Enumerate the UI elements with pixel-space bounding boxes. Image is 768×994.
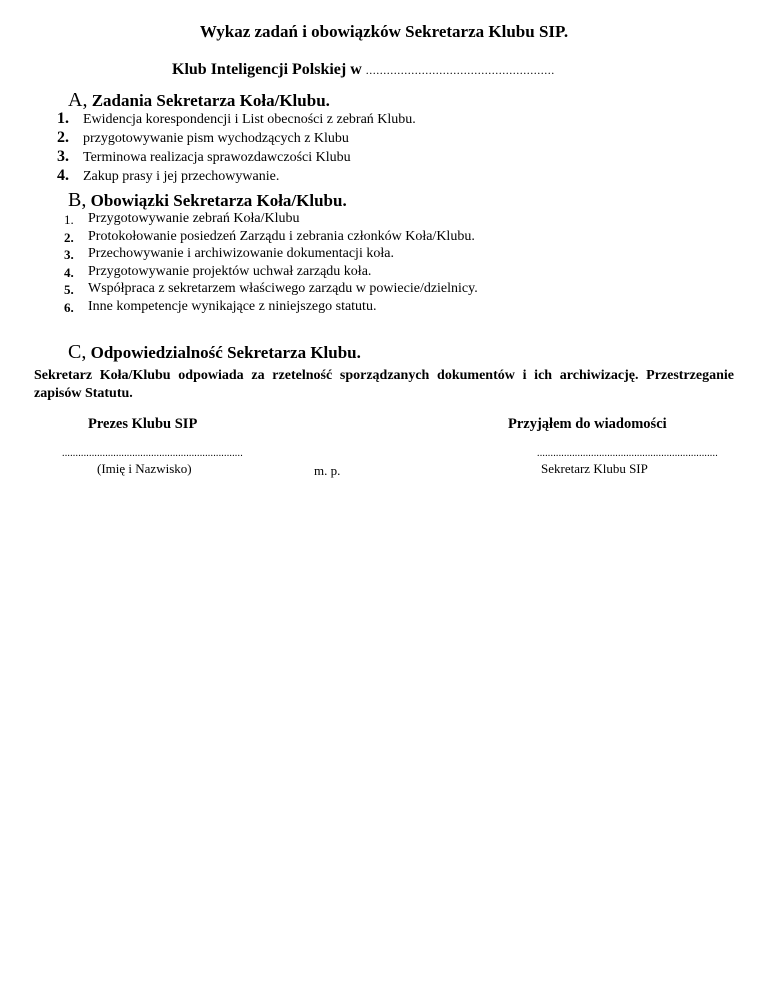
list-item xyxy=(57,130,657,149)
section-a-title: Zadania Sekretarza Koła/Klubu. xyxy=(91,91,330,110)
acknowledged-label: Przyjąłem do wiadomości xyxy=(508,416,667,432)
item-text: Współpraca z sekretarzem właściwego zarządu w powiecie/dzielnicy. xyxy=(88,281,478,296)
section-b-letter: B, xyxy=(68,189,87,211)
item-number: 1. xyxy=(64,212,74,227)
list-item xyxy=(57,111,657,130)
item-text: Inne kompetencje wynikające z niniejszego statutu. xyxy=(88,298,377,314)
responsibility-paragraph: Sekretarz Koła/Klubu odpowiada za rzetelność sporządzanych dokumentów i ich archiwizację. Przestrzeganie zapisów Statutu. xyxy=(34,368,734,401)
secretary-caption: Sekretarz Klubu SIP xyxy=(541,461,648,476)
document-title: Wykaz zadań i obowiązków Sekretarza Klubu SIP. xyxy=(199,22,569,41)
name-caption: (Imię i Nazwisko) xyxy=(97,461,192,476)
item-number: 6. xyxy=(64,299,74,315)
item-number: 2. xyxy=(57,129,69,146)
list-item xyxy=(64,264,684,282)
item-text: Terminowa realizacja sprawozdawczości Klubu xyxy=(83,150,351,165)
list-item xyxy=(64,281,684,299)
secretary-signature-line: ................................................................... xyxy=(537,448,718,459)
section-b-title: Obowiązki Sekretarza Koła/Klubu. xyxy=(90,191,347,210)
item-text: Przygotowywanie projektów uchwał zarządu koła. xyxy=(88,263,372,279)
item-text: Zakup prasy i jej przechowywanie. xyxy=(83,169,280,184)
section-a-heading xyxy=(68,89,330,112)
item-number: 3. xyxy=(64,247,74,262)
item-number: 5. xyxy=(64,282,74,297)
president-signature-line: ................................................................... xyxy=(62,448,243,459)
section-c-title: Odpowiedzialność Sekretarza Klubu. xyxy=(90,343,361,362)
section-c-heading xyxy=(68,341,361,364)
stamp-caption: m. p. xyxy=(314,463,341,478)
club-line xyxy=(172,61,555,79)
item-number: 3. xyxy=(57,148,69,165)
list-item xyxy=(64,299,684,317)
item-number: 4. xyxy=(57,167,69,184)
section-b-heading xyxy=(68,189,347,212)
section-c-letter: C, xyxy=(68,341,87,363)
item-text: Przygotowywanie zebrań Koła/Klubu xyxy=(88,211,300,226)
item-text: Protokołowanie posiedzeń Zarządu i zebrania członków Koła/Klubu. xyxy=(88,228,475,244)
club-name-label: Klub Inteligencji Polskiej w xyxy=(172,61,362,78)
item-number: 2. xyxy=(64,229,74,245)
section-a-letter: A, xyxy=(68,89,88,111)
list-item xyxy=(57,149,657,168)
item-number: 1. xyxy=(57,110,69,127)
list-item xyxy=(64,229,684,247)
item-text: Ewidencja korespondencji i List obecności z zebrań Klubu. xyxy=(83,112,416,127)
list-item xyxy=(57,168,657,187)
item-text: przygotowywanie pism wychodzących z Klubu xyxy=(83,131,349,146)
list-item xyxy=(64,211,684,229)
item-number: 4. xyxy=(64,264,74,280)
section-b-list xyxy=(64,211,684,316)
item-text: Przechowywanie i archiwizowanie dokumentacji koła. xyxy=(88,246,394,261)
club-location-blank: ...................................................... xyxy=(365,63,555,77)
list-item xyxy=(64,246,684,264)
section-a-list xyxy=(57,111,657,187)
president-label: Prezes Klubu SIP xyxy=(88,416,198,432)
